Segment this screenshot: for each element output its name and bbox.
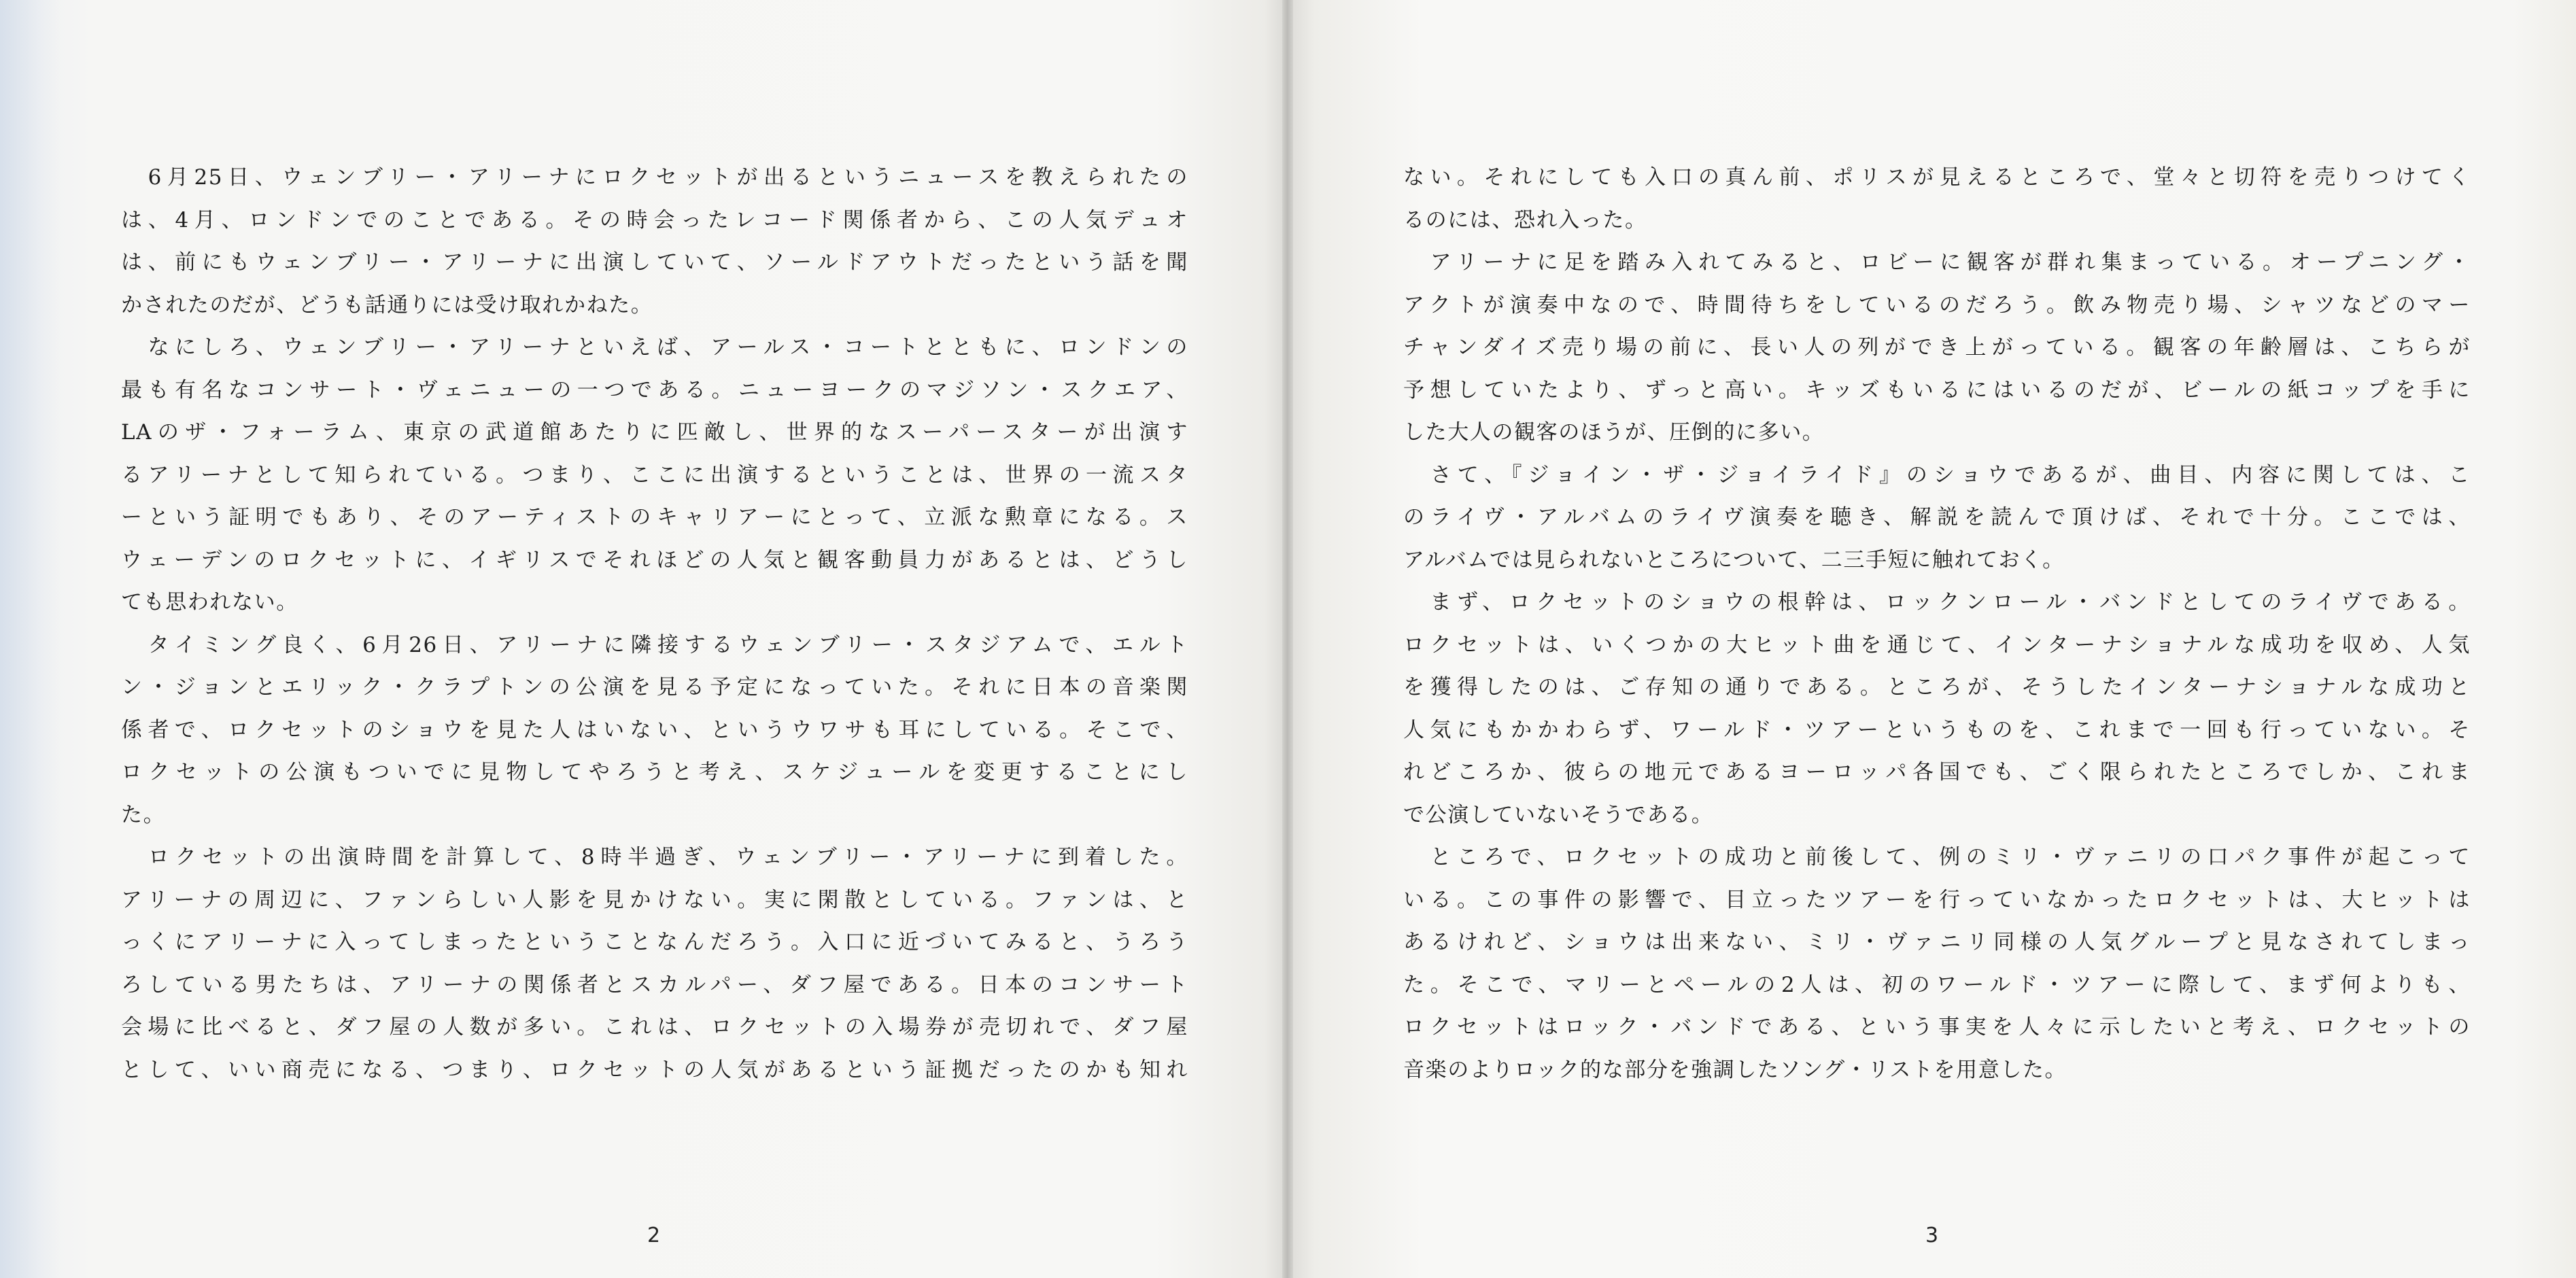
right-text-line: まず、ロクセットのショウの根幹は、ロックンロール・バンドとしてのライヴである。 bbox=[1403, 590, 2471, 615]
left-text-line: 最も有名なコンサート・ヴェニューの一つである。ニューヨークのマジソン・スクエア、 bbox=[121, 377, 1188, 402]
right-text-line: ロクセットは、いくつかの大ヒット曲を通じて、インターナショナルな成功を収め、人気 bbox=[1403, 632, 2471, 657]
left-text-line: は、前にもウェンブリー・アリーナに出演していて、ソールドアウトだったという話を聞 bbox=[121, 250, 1188, 275]
cover-edge-strip bbox=[0, 0, 61, 1278]
left-text-line: ーという証明でもあり、そのアーティストのキャリアーにとって、立派な勲章になる。ス bbox=[121, 505, 1188, 530]
left-text-line: ン・ジョンとエリック・クラプトンの公演を見る予定になっていた。それに日本の音楽関 bbox=[121, 675, 1188, 700]
right-text-line: アリーナに足を踏み入れてみると、ロビーに観客が群れ集まっている。オープニング・ bbox=[1403, 250, 2471, 275]
left-text-line: なにしろ、ウェンブリー・アリーナといえば、アールス・コートとともに、ロンドンの bbox=[121, 335, 1188, 360]
right-text-line: 音楽のよりロック的な部分を強調したソング・リストを用意した。 bbox=[1403, 1057, 2067, 1082]
left-text-line: 係者で、ロクセットのショウを見た人はいない、というウワサも耳にしている。そこで、 bbox=[121, 717, 1188, 742]
left-text-line: 6月25日、ウェンブリー・アリーナにロクセットが出るというニュースを教えられたの bbox=[121, 165, 1188, 190]
right-text-line: るのには、恐れ入った。 bbox=[1403, 207, 1647, 232]
right-text-line: た。そこで、マリーとペールの2人は、初のワールド・ツアーに際して、まず何よりも、 bbox=[1403, 972, 2471, 997]
left-text-line: た。 bbox=[121, 802, 166, 827]
left-text-line: かされたのだが、どうも話通りには受け取れかねた。 bbox=[121, 292, 653, 317]
left-text-line: アリーナの周辺に、ファンらしい人影を見かけない。実に閑散としている。ファンは、と bbox=[121, 887, 1188, 912]
page-number-left: 2 bbox=[647, 1224, 661, 1247]
left-text-line: るアリーナとして知られている。つまり、ここに出演するということは、世界の一流スタ bbox=[121, 462, 1188, 487]
right-text-line: さて、『ジョイン・ザ・ジョイライド』のショウであるが、曲目、内容に関しては、こ bbox=[1403, 462, 2471, 487]
right-page-body-text bbox=[1403, 156, 2471, 1091]
right-text-line: した大人の観客のほうが、圧倒的に多い。 bbox=[1403, 420, 1825, 445]
left-text-line: ロクセットの出演時間を計算して、8時半過ぎ、ウェンブリー・アリーナに到着した。 bbox=[121, 845, 1188, 869]
right-text-line: チャンダイズ売り場の前に、長い人の列ができ上がっている。観客の年齢層は、こちらが bbox=[1403, 335, 2471, 360]
left-text-line: 会場に比べると、ダフ屋の人数が多い。これは、ロクセットの入場券が売切れで、ダフ屋 bbox=[121, 1015, 1188, 1039]
left-text-line: ても思われない。 bbox=[121, 590, 298, 615]
right-text-line: ロクセットはロック・バンドである、という事実を人々に示したいと考え、ロクセットの bbox=[1403, 1015, 2471, 1039]
right-text-line: アクトが演奏中なので、時間待ちをしているのだろう。飲み物売り場、シャツなどのマー bbox=[1403, 292, 2471, 317]
right-text-line: を獲得したのは、ご存知の通りである。ところが、そうしたインターナショナルな成功と bbox=[1403, 675, 2471, 700]
right-page bbox=[1288, 0, 2576, 1278]
right-text-line: ところで、ロクセットの成功と前後して、例のミリ・ヴァニリの口パク事件が起こって bbox=[1403, 845, 2471, 869]
left-text-line: ロクセットの公演もついでに見物してやろうと考え、スケジュールを変更することにし bbox=[121, 760, 1188, 784]
left-text-line: LAのザ・フォーラム、東京の武道館あたりに匹敵し、世界的なスーパースターが出演す bbox=[121, 420, 1188, 445]
book-spine-fold bbox=[1282, 0, 1293, 1278]
right-text-line: いる。この事件の影響で、目立ったツアーを行っていなかったロクセットは、大ヒットは bbox=[1403, 887, 2471, 912]
left-text-line: ろしている男たちは、アリーナの関係者とスカルパー、ダフ屋である。日本のコンサート bbox=[121, 972, 1188, 997]
right-text-line: あるけれど、ショウは出来ない、ミリ・ヴァニリ同様の人気グループと見なされてしまっ bbox=[1403, 930, 2471, 954]
right-text-line: 人気にもかかわらず、ワールド・ツアーというものを、これまで一回も行っていない。そ bbox=[1403, 717, 2471, 742]
right-text-line: で公演していないそうである。 bbox=[1403, 802, 1714, 827]
left-text-line: ウェーデンのロクセットに、イギリスでそれほどの人気と観客動員力があるとは、どうし bbox=[121, 547, 1188, 572]
right-text-line: れどころか、彼らの地元であるヨーロッパ各国でも、ごく限られたところでしか、これま bbox=[1403, 760, 2471, 784]
left-text-line: っくにアリーナに入ってしまったということなんだろう。入口に近づいてみると、うろう bbox=[121, 930, 1188, 954]
left-text-line: は、4月、ロンドンでのことである。その時会ったレコード関係者から、この人気デュオ bbox=[121, 207, 1188, 232]
page-number-right: 3 bbox=[1925, 1224, 1939, 1247]
right-text-line: アルバムでは見られないところについて、二三手短に触れておく。 bbox=[1403, 547, 2065, 572]
left-text-line: として、いい商売になる、つまり、ロクセットの人気があるという証拠だったのかも知れ bbox=[121, 1057, 1188, 1082]
right-text-line: のライヴ・アルバムのライヴ演奏を聴き、解説を読んで頂けば、それで十分。ここでは、 bbox=[1403, 505, 2471, 530]
right-text-line: ない。それにしても入口の真ん前、ポリスが見えるところで、堂々と切符を売りつけてく bbox=[1403, 165, 2471, 190]
right-text-line: 予想していたより、ずっと高い。キッズもいるにはいるのだが、ビールの紙コップを手に bbox=[1403, 377, 2471, 402]
left-text-line: タイミング良く、6月26日、アリーナに隣接するウェンブリー・スタジアムで、エルト bbox=[121, 632, 1188, 657]
left-page-body-text bbox=[121, 156, 1188, 1091]
